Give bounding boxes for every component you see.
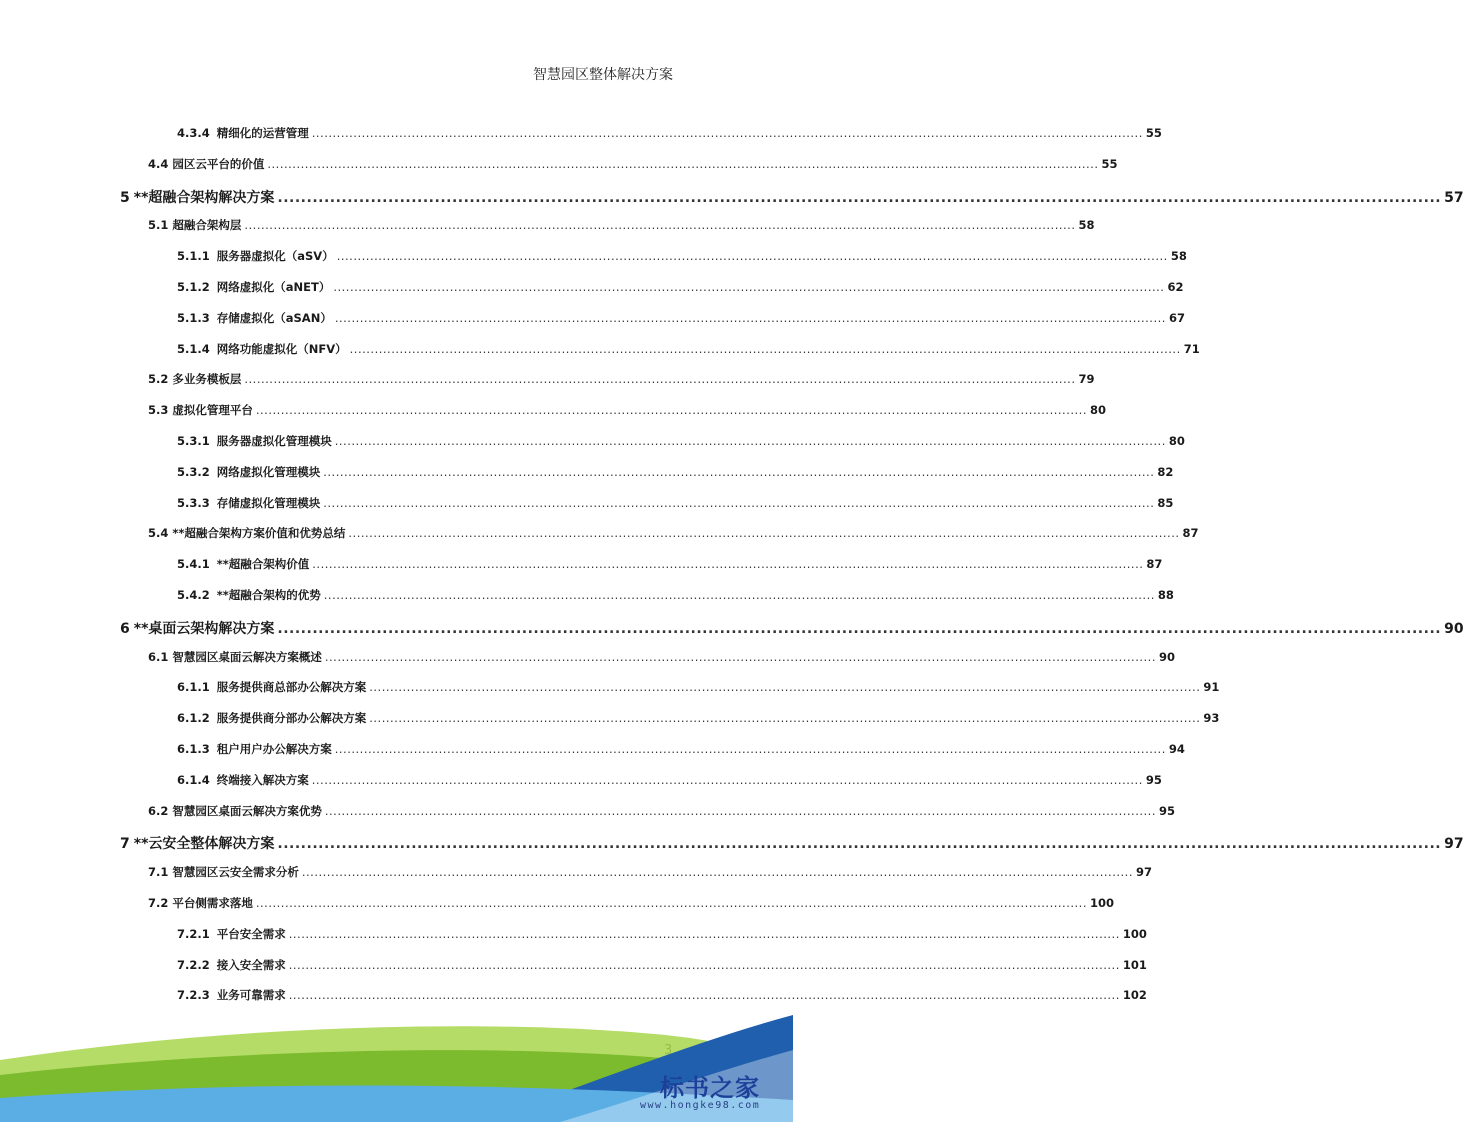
toc-entry-title: 多业务模板层 [172, 372, 242, 387]
toc-entry[interactable] [120, 187, 1464, 207]
toc-entry-number: 5.3 [148, 403, 169, 418]
toc-entry-number: 6.2 [148, 803, 169, 818]
toc-entry-page: 58 [1170, 249, 1187, 264]
toc-entry-title: 园区云平台的价值 [172, 156, 265, 171]
toc-entry-page: 85 [1157, 495, 1174, 510]
toc-entry-number: 5.1.3 [177, 310, 210, 325]
toc-entry[interactable] [148, 525, 1199, 541]
toc-entry-title: **超融合架构解决方案 [133, 189, 275, 206]
toc-entry-title: 智慧园区云安全需求分析 [172, 865, 299, 880]
toc-entry[interactable] [148, 156, 1118, 172]
toc-entry[interactable] [177, 556, 1163, 572]
toc-entry-page: 102 [1122, 988, 1147, 1003]
toc-entry[interactable] [177, 987, 1147, 1003]
toc-entry-number: 6 [120, 620, 130, 637]
toc-entry-title: 平台侧需求落地 [172, 896, 253, 910]
toc-entry-title: **桌面云架构解决方案 [133, 620, 275, 637]
toc-entry[interactable] [177, 248, 1187, 264]
toc-entry-number: 5.4.2 [177, 588, 210, 602]
toc-entry[interactable] [177, 741, 1185, 757]
toc-leader-dots: ........................................................................................................................................................................................................ [244, 218, 1076, 233]
toc-entry-page: 80 [1168, 434, 1185, 448]
toc-leader-dots: ........................................................................................................................................................................................................ [336, 249, 1168, 264]
toc-entry-page: 88 [1157, 588, 1174, 602]
toc-entry-title: 网络虚拟化管理模块 [216, 464, 321, 479]
toc-entry-number: 6.1.1 [177, 680, 210, 695]
toc-entry-title: 存储虚拟化（aSAN） [216, 310, 332, 325]
toc-entry-page: 95 [1145, 772, 1162, 787]
toc-entry-number: 5.1.4 [177, 341, 210, 356]
toc-entry-page: 91 [1203, 680, 1220, 695]
toc-leader-dots: ........................................................................................................................................................................................................ [255, 896, 1087, 910]
toc-leader-dots: ........................................................................................................................................................................................................ [288, 926, 1120, 941]
toc-entry[interactable] [177, 464, 1174, 480]
toc-entry-page: 80 [1089, 403, 1106, 418]
toc-entry[interactable] [148, 649, 1175, 665]
toc-entry-title: **超融合架构方案价值和优势总结 [172, 526, 346, 541]
toc-entry-number: 7.2.3 [177, 988, 210, 1003]
toc-entry-page: 67 [1168, 310, 1185, 325]
toc-leader-dots: ........................................................................................................................................................................................................ [311, 772, 1143, 787]
toc-entry-number: 6.1.4 [177, 772, 210, 787]
toc-leader-dots: ........................................................................................................................................................................................................ [255, 403, 1087, 418]
toc-leader-dots: ........................................................................................................................................................................................................ [324, 649, 1156, 664]
toc-entry[interactable] [148, 371, 1095, 387]
toc-entry-number: 7.2.2 [177, 957, 210, 972]
toc-entry[interactable] [177, 772, 1162, 788]
toc-leader-dots: ........................................................................................................................................................................................................ [348, 526, 1180, 541]
toc-leader-dots: ........................................................................................................................................................................................................ [334, 434, 1166, 448]
toc-entry-number: 5.2 [148, 372, 169, 387]
toc-entry-page: 57 [1444, 189, 1464, 206]
toc-entry[interactable] [177, 957, 1147, 973]
toc-entry-number: 5.1.1 [177, 249, 210, 264]
toc-entry-number: 4.3.4 [177, 126, 210, 140]
toc-entry-number: 5.3.1 [177, 434, 210, 448]
toc-leader-dots: ........................................................................................................................................................................................................ [369, 680, 1201, 695]
toc-entry-title: 业务可靠需求 [216, 988, 286, 1003]
toc-entry-number: 5.1.2 [177, 280, 210, 294]
toc-entry-page: 100 [1089, 896, 1114, 910]
toc-leader-dots: ........................................................................................................................................................................................................ [277, 620, 1442, 637]
toc-leader-dots: ........................................................................................................................................................................................................ [288, 988, 1120, 1003]
footer-logo-url: www.hongke98.com [640, 1100, 761, 1111]
toc-entry[interactable] [177, 433, 1185, 449]
toc-entry-title: 租户用户办公解决方案 [216, 742, 332, 756]
toc-entry[interactable] [177, 495, 1174, 511]
toc-entry-title: **超融合架构的优势 [216, 588, 321, 602]
footer-logo: 标书之家 [660, 1073, 760, 1102]
toc-entry-title: 虚拟化管理平台 [172, 403, 253, 418]
toc-entry[interactable] [177, 125, 1162, 141]
toc-entry-number: 5.4.1 [177, 557, 210, 572]
toc-entry-page: 93 [1203, 711, 1220, 726]
toc-entry[interactable] [177, 926, 1147, 942]
toc-entry-page: 90 [1158, 649, 1175, 664]
toc-leader-dots: ........................................................................................................................................................................................................ [277, 189, 1442, 206]
toc-entry-number: 6.1 [148, 649, 169, 664]
toc-entry-page: 55 [1101, 156, 1118, 171]
toc-entry-title: 平台安全需求 [216, 926, 286, 941]
toc-entry[interactable] [177, 279, 1184, 295]
toc-leader-dots: ........................................................................................................................................................................................................ [311, 126, 1143, 140]
toc-entry-page: 97 [1444, 836, 1464, 853]
toc-entry-number: 7.2.1 [177, 926, 210, 941]
toc-leader-dots: ........................................................................................................................................................................................................ [267, 156, 1099, 171]
toc-entry-title: 服务器虚拟化（aSV） [216, 249, 334, 264]
toc-entry-title: 存储虚拟化管理模块 [216, 495, 321, 510]
toc-entry-number: 6.1.3 [177, 742, 210, 756]
toc-leader-dots: ........................................................................................................................................................................................................ [323, 588, 1155, 602]
toc-entry[interactable] [148, 895, 1114, 911]
toc-entry-number: 5.4 [148, 526, 169, 541]
toc-leader-dots: ........................................................................................................................................................................................................ [323, 464, 1155, 479]
toc-entry-page: 87 [1146, 557, 1163, 572]
toc-entry[interactable] [148, 803, 1175, 819]
toc-entry-number: 7 [120, 836, 130, 853]
toc-entry-page: 87 [1182, 526, 1199, 541]
toc-entry-title: 智慧园区桌面云解决方案概述 [172, 649, 322, 664]
toc-leader-dots: ........................................................................................................................................................................................................ [277, 836, 1442, 853]
toc-entry[interactable] [177, 710, 1220, 726]
toc-entry-page: 94 [1168, 742, 1185, 756]
toc-entry-title: 终端接入解决方案 [216, 772, 309, 787]
toc-entry[interactable] [120, 833, 1464, 853]
toc-entry-title: 超融合架构层 [172, 218, 242, 233]
toc-entry-page: 62 [1167, 280, 1184, 294]
toc-entry-page: 97 [1135, 865, 1152, 880]
toc-entry-page: 90 [1444, 620, 1464, 637]
toc-entry-title: 智慧园区桌面云解决方案优势 [172, 803, 322, 818]
toc-leader-dots: ........................................................................................................................................................................................................ [349, 341, 1181, 356]
toc-leader-dots: ........................................................................................................................................................................................................ [369, 711, 1201, 726]
toc-entry-title: 接入安全需求 [216, 957, 286, 972]
toc-entry-page: 79 [1078, 372, 1095, 387]
toc-entry[interactable] [148, 217, 1095, 233]
toc-entry-number: 5 [120, 189, 130, 206]
toc-entry-number: 7.1 [148, 865, 169, 880]
toc-entry[interactable] [177, 679, 1220, 695]
toc-leader-dots: ........................................................................................................................................................................................................ [333, 280, 1165, 294]
toc-entry-page: 100 [1122, 926, 1147, 941]
toc-leader-dots: ........................................................................................................................................................................................................ [244, 372, 1076, 387]
toc-entry[interactable] [177, 587, 1174, 603]
toc-entry[interactable] [148, 864, 1152, 880]
toc-entry[interactable] [177, 310, 1185, 326]
toc-entry[interactable] [177, 341, 1200, 357]
toc-leader-dots: ........................................................................................................................................................................................................ [301, 865, 1133, 880]
toc-entry[interactable] [120, 618, 1464, 638]
toc-entry-page: 95 [1158, 803, 1175, 818]
toc-entry-title: 服务器虚拟化管理模块 [216, 434, 332, 448]
toc-leader-dots: ........................................................................................................................................................................................................ [334, 742, 1166, 756]
toc-entry-page: 55 [1145, 126, 1162, 140]
toc-entry-number: 6.1.2 [177, 711, 210, 726]
toc-entry-number: 5.3.3 [177, 495, 210, 510]
toc-entry-number: 5.1 [148, 218, 169, 233]
toc-entry-title: 精细化的运营管理 [216, 126, 309, 140]
toc-entry-number: 4.4 [148, 156, 169, 171]
toc-entry-title: 网络功能虚拟化（NFV） [216, 341, 347, 356]
toc-leader-dots: ........................................................................................................................................................................................................ [334, 310, 1166, 325]
toc-entry-title: 网络虚拟化（aNET） [216, 280, 331, 294]
toc-entry[interactable] [148, 402, 1106, 418]
toc-entry-title: 服务提供商分部办公解决方案 [216, 711, 367, 726]
toc-leader-dots: ........................................................................................................................................................................................................ [312, 557, 1144, 572]
toc-entry-page: 101 [1122, 957, 1147, 972]
toc-entry-page: 71 [1183, 341, 1200, 356]
toc-entry-title: **云安全整体解决方案 [133, 836, 275, 853]
toc-entry-title: **超融合架构价值 [216, 557, 310, 572]
toc-entry-number: 7.2 [148, 896, 169, 910]
toc-leader-dots: ........................................................................................................................................................................................................ [288, 957, 1120, 972]
toc-leader-dots: ........................................................................................................................................................................................................ [324, 803, 1156, 818]
running-header: 智慧园区整体解决方案 [533, 67, 673, 83]
toc-entry-page: 82 [1157, 464, 1174, 479]
toc-leader-dots: ........................................................................................................................................................................................................ [323, 495, 1155, 510]
toc-entry-page: 58 [1078, 218, 1095, 233]
toc-entry-title: 服务提供商总部办公解决方案 [216, 680, 367, 695]
toc-entry-number: 5.3.2 [177, 464, 210, 479]
